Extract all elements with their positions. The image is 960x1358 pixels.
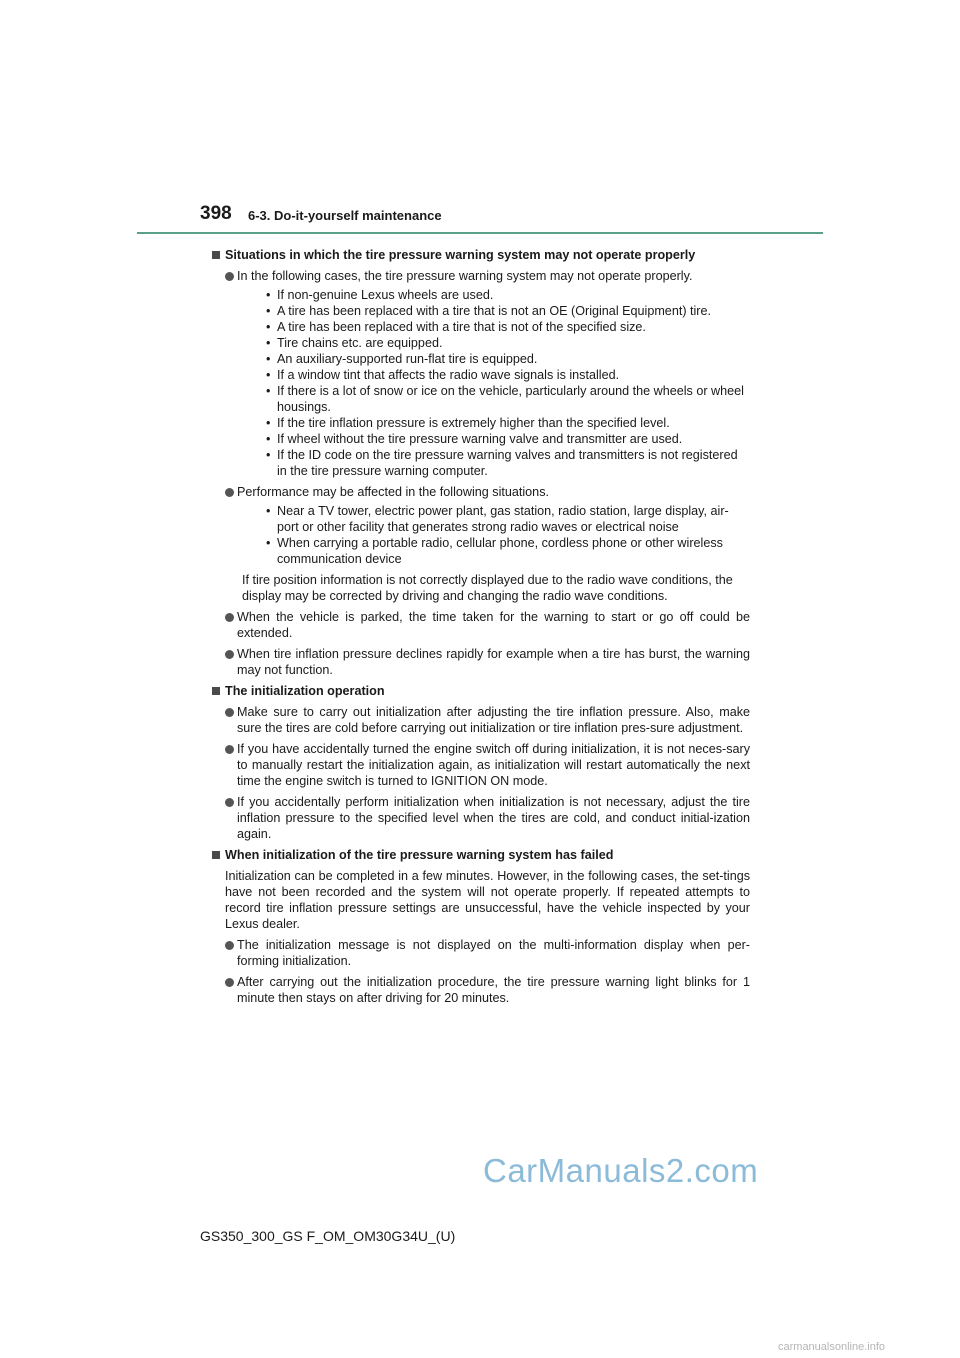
section-title: 6-3. Do-it-yourself maintenance [248,208,442,223]
sub-list-item: • If the ID code on the tire pressure warning valves and transmitters is not registered in the tire pressure warning computer. [266,448,738,478]
circle-bullet-icon [225,745,234,754]
sub-list-item: • A tire has been replaced with a tire that is not an OE (Original Equipment) tire. [266,304,712,318]
page-number: 398 [200,203,232,224]
list-item [212,937,750,969]
sub-list-item: • A tire has been replaced with a tire that is not of the specified size. [266,320,646,334]
heading-text: The initialization operation [225,684,385,698]
circle-bullet-icon [225,978,234,987]
list-item [212,704,750,736]
circle-bullet-icon [225,272,234,281]
heading-text: Situations in which the tire pressure warning system may not operate properly [225,248,696,262]
bullet-text: If you have accidentally turned the engine switch off during initialization, it is not neces-sary to manually restart the initialization again, as initialization will restart automatically the next time the engine switch is turned to IGNITION ON mode. [237,742,750,788]
square-bullet-icon [212,687,220,695]
bullet-text: After carrying out the initialization procedure, the tire pressure warning light blinks for 1 minute then stays on after driving for 20 minutes. [237,975,750,1005]
list-item [212,974,750,1006]
bullet-text: When the vehicle is parked, the time taken for the warning to start or go off could be extended. [237,610,750,640]
list-item [212,741,750,789]
circle-bullet-icon [225,708,234,717]
sub-list-item: • If the tire inflation pressure is extremely higher than the specified level. [266,416,670,430]
sub-list-item: • Tire chains etc. are equipped. [266,336,443,350]
bullet-text: When tire inflation pressure declines rapidly for example when a tire has burst, the warning may not function. [237,647,750,677]
sub-list-item: • Near a TV tower, electric power plant, gas station, radio station, large display, air-port or other facility that generates strong radio waves or electrical noise [266,504,729,534]
circle-bullet-icon [225,488,234,497]
list-item [212,794,750,842]
header-rule [137,232,823,234]
circle-bullet-icon [225,941,234,950]
heading-text: When initialization of the tire pressure warning system has failed [225,848,614,862]
list-item [212,484,750,567]
sub-list-item: • If wheel without the tire pressure warning valve and transmitter are used. [266,432,683,446]
circle-bullet-icon [225,798,234,807]
square-bullet-icon [212,851,220,859]
bullet-text: Make sure to carry out initialization after adjusting the tire inflation pressure. Also, make sure the tires are cold before carrying out initialization or tire inflation pres-sure adjustment. [237,705,750,735]
sub-list-item: • An auxiliary-supported run-flat tire is equipped. [266,352,538,366]
square-bullet-icon [212,251,220,259]
list-item [212,268,750,479]
bullet-text: Performance may be affected in the following situations. [237,485,549,499]
sub-list-item: • If there is a lot of snow or ice on the vehicle, particularly around the wheels or wheel housings. [266,384,744,414]
sub-list-item: • When carrying a portable radio, cellular phone, cordless phone or other wireless communication device [266,536,723,566]
sub-list [237,287,750,479]
bullet-text: If you accidentally perform initialization when initialization is not necessary, adjust the tire inflation pressure to the specified level when the tires are cold, and conduct initial-ization again. [237,795,750,841]
bullet-text: In the following cases, the tire pressure warning system may not operate properly. [237,269,693,283]
bullet-text: The initialization message is not displayed on the multi-information display when per-forming initialization. [237,938,750,968]
list-item [212,646,750,678]
page-header [200,203,822,233]
sub-list-item: • If non-genuine Lexus wheels are used. [266,288,494,302]
heading-initialization [212,683,750,699]
list-item [212,609,750,641]
heading-situations [212,247,750,263]
sub-list [237,503,750,567]
document-code: GS350_300_GS F_OM_OM30G34U_(U) [200,1228,456,1244]
paragraph: Initialization can be completed in a few minutes. However, in the following cases, the set-tings have not been recorded and the system will not operate properly. If repeated attempts to record tire inflation pressure settings are unsuccessful, have the vehicle inspected by your Lexus dealer. [225,869,750,931]
circle-bullet-icon [225,613,234,622]
note-text: If tire position information is not correctly displayed due to the radio wave conditions, the display may be corrected by driving and changing the radio wave conditions. [242,573,733,603]
circle-bullet-icon [225,650,234,659]
watermark-corner: carmanualsonline.info [778,1341,886,1353]
sub-list-item: • If a window tint that affects the radio wave signals is installed. [266,368,620,382]
watermark-logo: CarManuals2.com [483,1152,759,1189]
page-content [212,243,750,1011]
heading-failed [212,847,750,863]
